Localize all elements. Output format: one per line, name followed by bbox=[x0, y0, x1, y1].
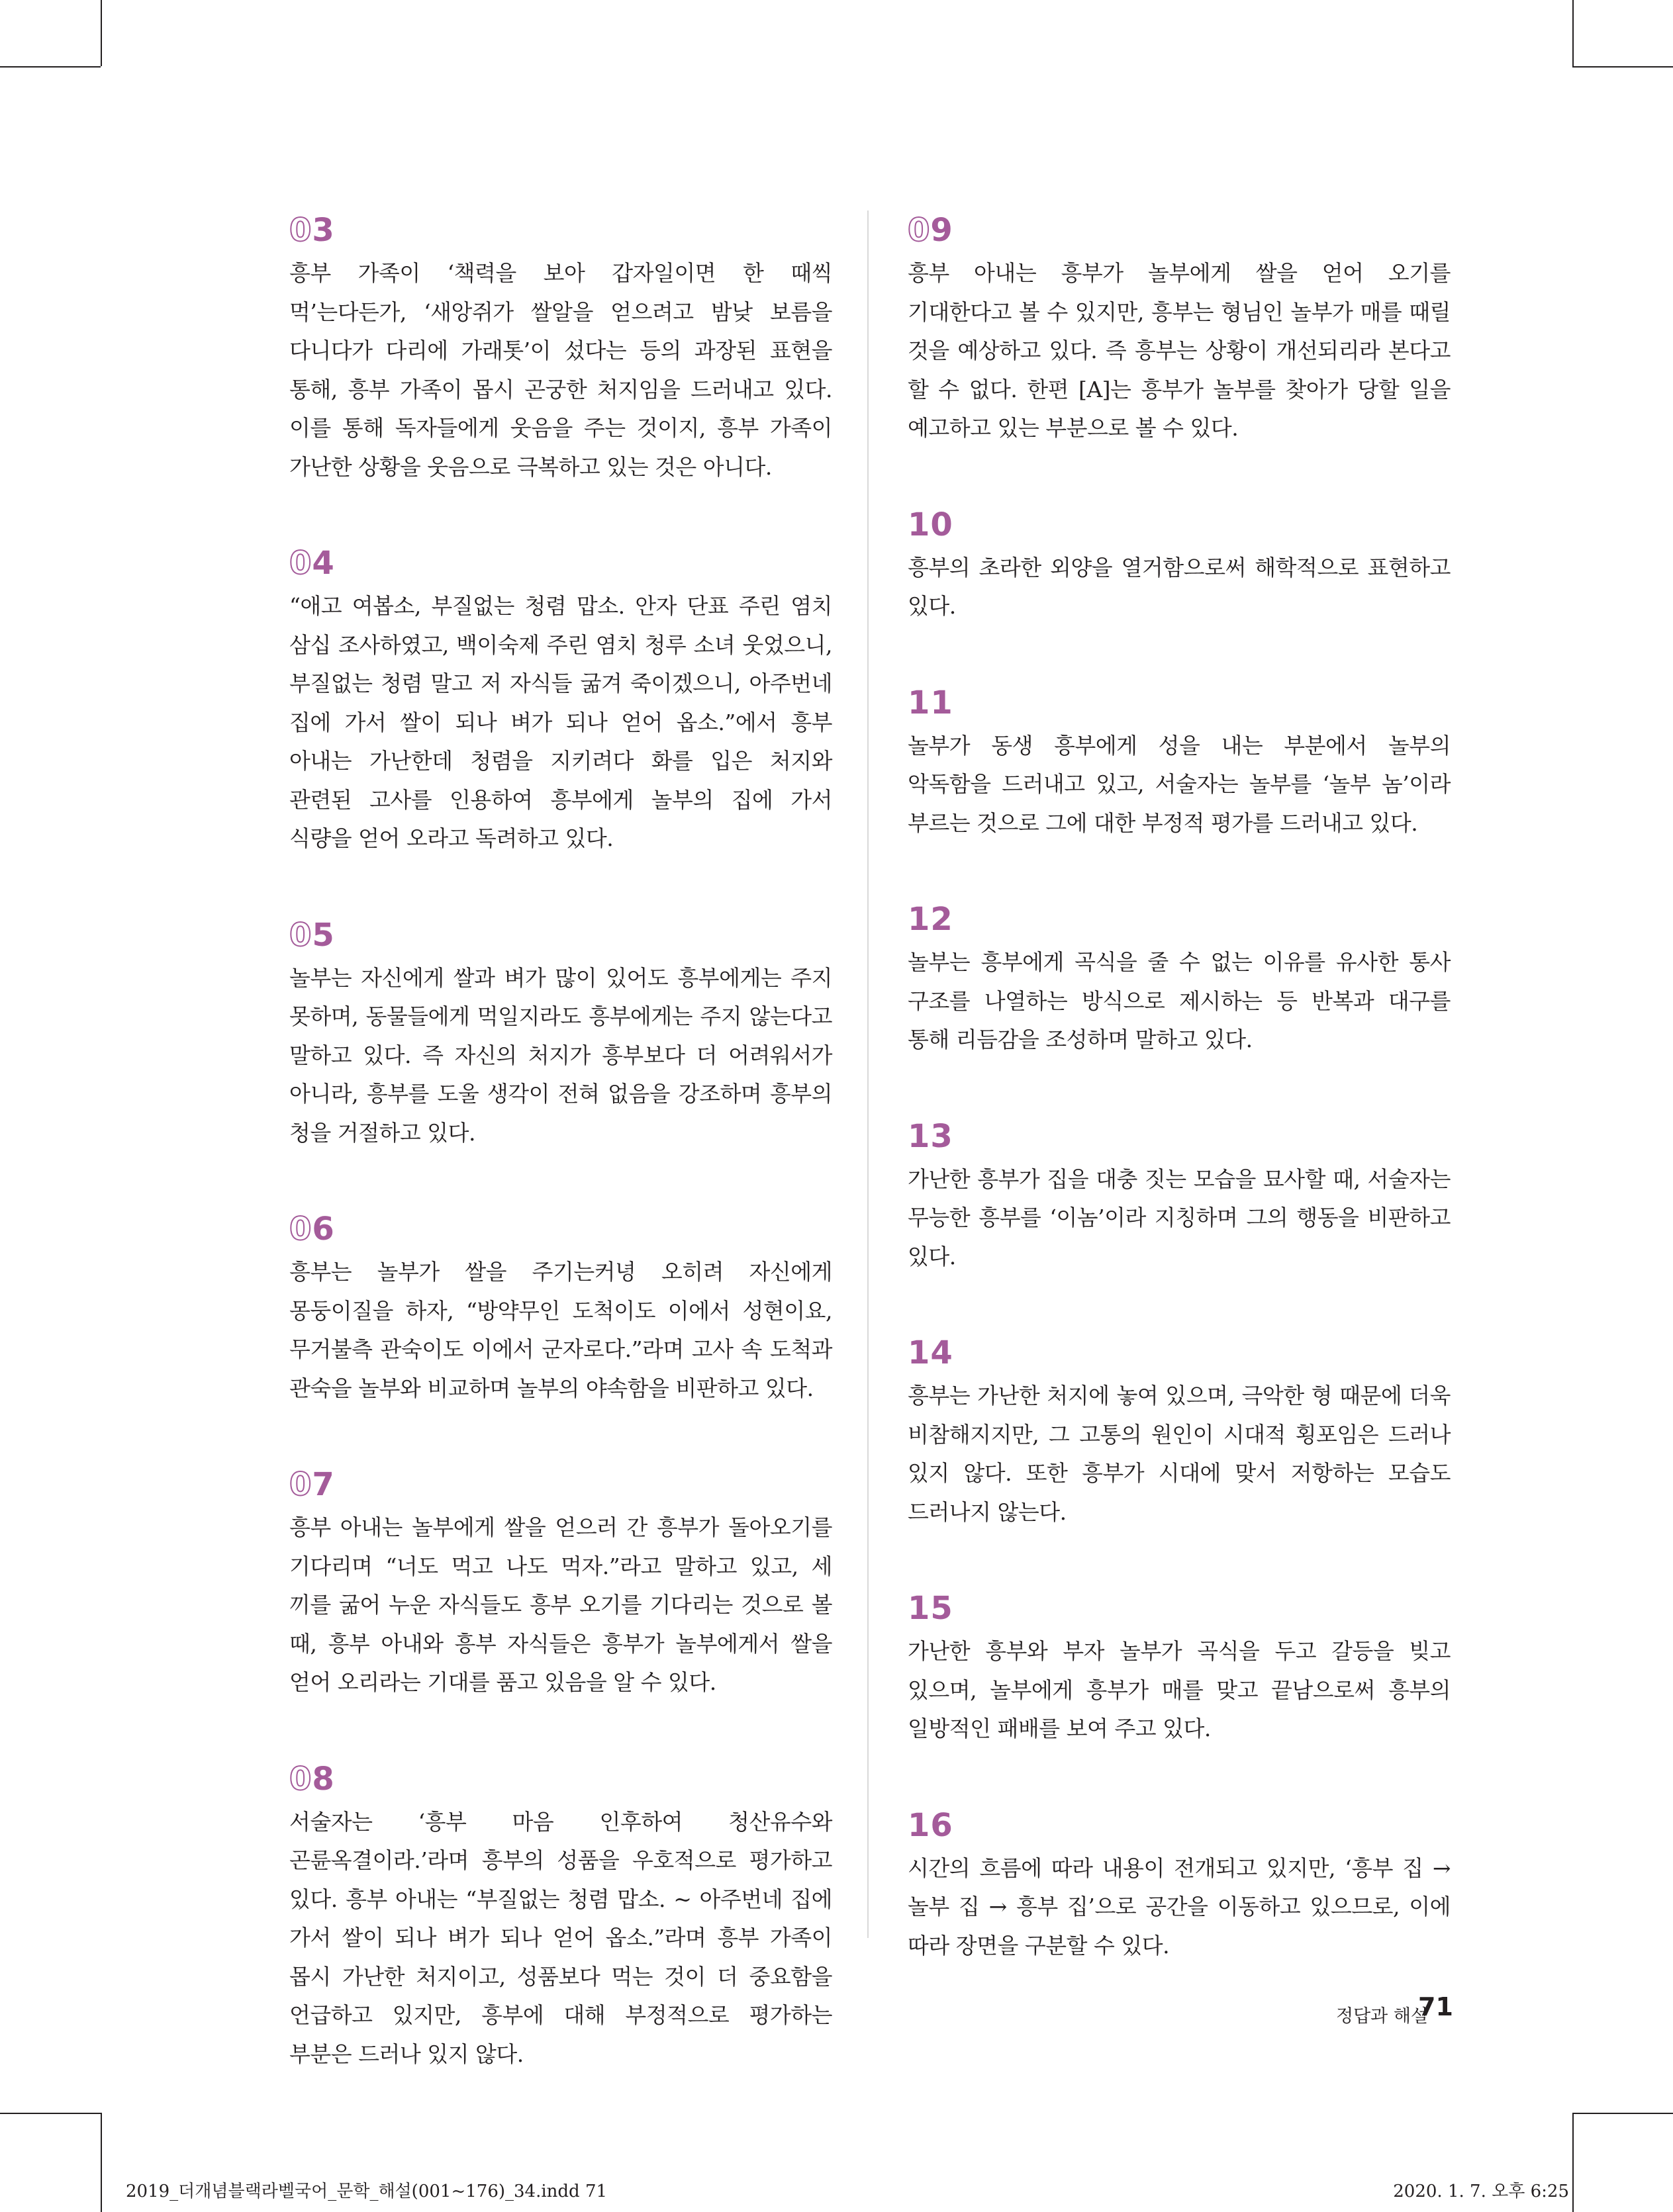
item-text: 흥부는 놀부가 쌀을 주기는커녕 오히려 자신에게 몽둥이질을 하자, “방약무인 도척이도 이에서 성현이요, 무거불측 관숙이도 이에서 군자로다.”라며 고사 속 도척과 관숙을 놀부와 비교하며 놀부의 야속함을 비판하고 있다. bbox=[289, 1259, 832, 1401]
item-text: 놀부가 동생 흥부에게 성을 내는 부분에서 놀부의 악독함을 드러내고 있고, 서술자는 놀부를 ‘놀부 놈’이라 부르는 것으로 그에 대한 부정적 평가를 드러내고 있다. bbox=[908, 732, 1451, 836]
item-text: 흥부는 가난한 처지에 놓여 있으며, 극악한 형 때문에 더욱 비참해지지만, 그 고통의 원인이 시대적 횡포임은 드러나 있지 않다. 또한 흥부가 시대에 맞서 저항하는 모습도 드러나지 않는다. bbox=[908, 1383, 1451, 1525]
item-number: 03 bbox=[289, 212, 335, 249]
item-text: 시간의 흐름에 따라 내용이 전개되고 있지만, ‘흥부 집 → 놀부 집 → 흥부 집’으로 공간을 이동하고 있으므로, 이에 따라 장면을 구분할 수 있다. bbox=[908, 1855, 1451, 1959]
answer-item bbox=[908, 1113, 1451, 1277]
item-number: 10 bbox=[908, 506, 953, 543]
item-number: 04 bbox=[289, 545, 335, 582]
item-text: 가난한 흥부가 집을 대충 짓는 모습을 묘사할 때, 서술자는 무능한 흥부를 ‘이놈’이라 지칭하며 그의 행동을 비판하고 있다. bbox=[908, 1166, 1451, 1269]
answer-item bbox=[289, 207, 832, 486]
item-text: 흥부 아내는 흥부가 놀부에게 쌀을 얻어 오기를 기대한다고 볼 수 있지만, 흥부는 형님인 놀부가 매를 때릴 것을 예상하고 있다. 즉 흥부는 상황이 개선되리라 본다고 할 수 없다. 한편 [A]는 흥부가 놀부를 찾아가 당할 일을 예고하고 있는 부분으로 볼 수 있다. bbox=[908, 260, 1451, 441]
answer-item bbox=[908, 207, 1451, 448]
crop-mark bbox=[1572, 0, 1574, 66]
item-number: 07 bbox=[289, 1466, 335, 1503]
right-column bbox=[908, 207, 1451, 2018]
answer-item bbox=[908, 679, 1451, 843]
item-number: 11 bbox=[908, 684, 953, 721]
item-number: 15 bbox=[908, 1590, 953, 1627]
item-text: 서술자는 ‘흥부 마음 인후하여 청산유수와 곤륜옥결이라.’라며 흥부의 성품을 우호적으로 평가하고 있다. 흥부 아내는 “부질없는 청렴 맙소. ~ 아주번네 집에 가서 쌀이 되나 벼가 되나 얻어 옵소.”라며 흥부 가족이 몹시 가난한 처지이고, 성품보다 먹는 것이 더 중요함을 언급하고 있지만, 흥부에 대해 부정적으로 평가하는 부분은 드러나 있지 않다. bbox=[289, 1808, 832, 2067]
answer-item bbox=[289, 1205, 832, 1408]
item-text: 흥부의 초라한 외양을 열거함으로써 해학적으로 표현하고 있다. bbox=[908, 554, 1451, 619]
item-text: 흥부 아내는 놀부에게 쌀을 얻으러 간 흥부가 돌아오기를 기다리며 “너도 먹고 나도 먹자.”라고 말하고 있고, 세 끼를 굶어 누운 자식들도 흥부 오기를 기다리는 것으로 볼 때, 흥부 아내와 흥부 자식들은 흥부가 놀부에게서 쌀을 얻어 오리라는 기대를 품고 있음을 알 수 있다. bbox=[289, 1514, 832, 1695]
item-text: 놀부는 자신에게 쌀과 벼가 많이 있어도 흥부에게는 주지 못하며, 동물들에게 먹일지라도 흥부에게는 주지 않는다고 말하고 있다. 즉 자신의 처지가 흥부보다 더 어려워서가 아니라, 흥부를 도울 생각이 전혀 없음을 강조하며 흥부의 청을 거절하고 있다. bbox=[289, 964, 832, 1146]
crop-mark bbox=[0, 66, 101, 68]
answer-item bbox=[289, 1755, 832, 2074]
item-number: 14 bbox=[908, 1334, 953, 1371]
answer-item bbox=[289, 539, 832, 858]
footer-section-label: 정답과 해설 bbox=[1336, 2006, 1428, 2027]
crop-mark bbox=[1572, 66, 1673, 68]
print-slug-timestamp: 2020. 1. 7. 오후 6:25 bbox=[1393, 2182, 1569, 2201]
answer-item bbox=[908, 1585, 1451, 1749]
item-number: 08 bbox=[289, 1760, 335, 1798]
item-number: 06 bbox=[289, 1211, 335, 1248]
answer-item bbox=[289, 1461, 832, 1702]
answer-item bbox=[908, 1329, 1451, 1532]
item-number: 12 bbox=[908, 901, 953, 938]
item-number: 09 bbox=[908, 212, 953, 249]
crop-mark bbox=[1572, 2113, 1574, 2212]
item-number: 13 bbox=[908, 1117, 953, 1155]
item-number: 05 bbox=[289, 916, 335, 954]
column-divider bbox=[867, 210, 869, 1938]
left-column bbox=[289, 207, 832, 2127]
crop-mark bbox=[101, 0, 102, 66]
answer-item bbox=[908, 1802, 1451, 1966]
print-slug-filename: 2019_더개념블랙라벨국어_문학_해설(001~176)_34.indd 71 bbox=[126, 2182, 608, 2201]
crop-mark bbox=[0, 2113, 101, 2114]
crop-mark bbox=[1572, 2113, 1673, 2114]
item-text: 놀부는 흥부에게 곡식을 줄 수 없는 이유를 유사한 통사 구조를 나열하는 방식으로 제시하는 등 반복과 대구를 통해 리듬감을 조성하며 말하고 있다. bbox=[908, 949, 1451, 1052]
answer-item bbox=[908, 896, 1451, 1060]
item-number: 16 bbox=[908, 1806, 953, 1844]
item-text: “애고 여봅소, 부질없는 청렴 맙소. 안자 단표 주린 염치 삼십 조사하였고, 백이숙제 주린 염치 청루 소녀 웃었으니, 부질없는 청렴 말고 저 자식들 굶겨 죽이겠으니, 아주번네 집에 가서 쌀이 되나 벼가 되나 얻어 옵소.”에서 흥부 아내는 가난한데 청렴을 지키려다 화를 입은 처지와 관련된 고사를 인용하여 흥부에게 놀부의 집에 가서 식량을 얻어 오라고 독려하고 있다. bbox=[289, 593, 832, 851]
item-text: 흥부 가족이 ‘책력을 보아 갑자일이면 한 때씩 먹’는다든가, ‘새앙쥐가 쌀알을 얻으려고 밤낮 보름을 다니다가 다리에 가래톳’이 섰다는 등의 과장된 표현을 통해, 흥부 가족이 몹시 곤궁한 처지임을 드러내고 있다. 이를 통해 독자들에게 웃음을 주는 것이지, 흥부 가족이 가난한 상황을 웃음으로 극복하고 있는 것은 아니다. bbox=[289, 260, 832, 480]
item-text: 가난한 흥부와 부자 놀부가 곡식을 두고 갈등을 빚고 있으며, 놀부에게 흥부가 매를 맞고 끝남으로써 흥부의 일방적인 패배를 보여 주고 있다. bbox=[908, 1638, 1451, 1741]
answer-item bbox=[289, 911, 832, 1153]
page-number: 71 bbox=[1418, 1992, 1453, 2021]
crop-mark bbox=[101, 2113, 102, 2212]
answer-item bbox=[908, 501, 1451, 626]
